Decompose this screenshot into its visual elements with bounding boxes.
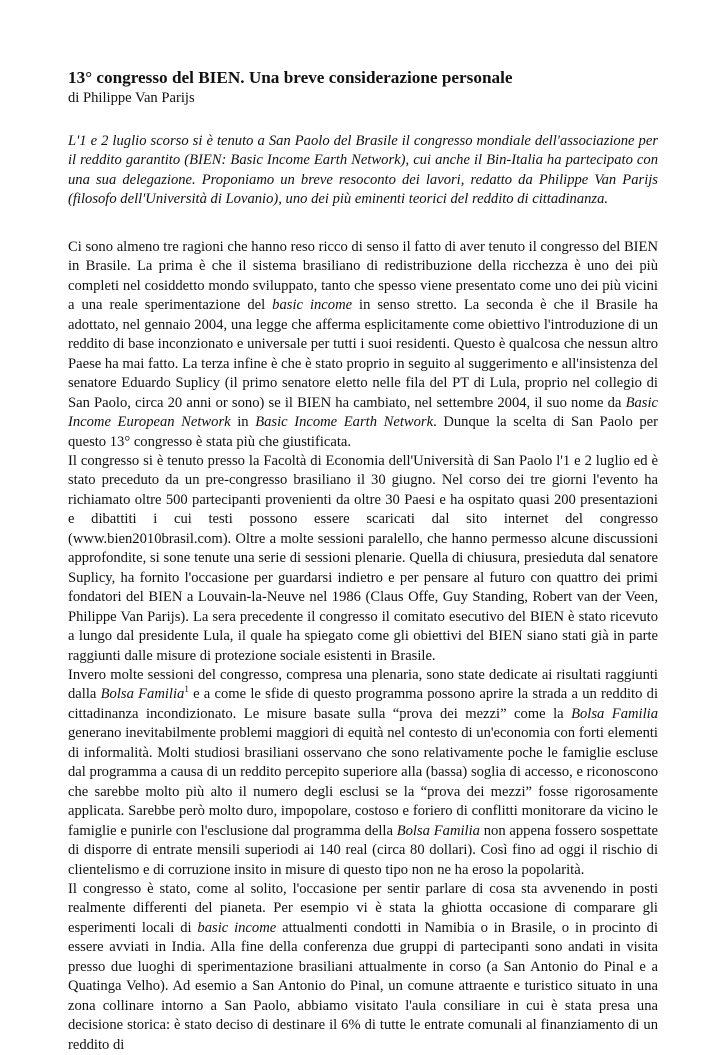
- text-run: in: [230, 414, 256, 431]
- italic-term: basic income: [197, 919, 277, 936]
- italic-term: Bolsa Familia: [100, 686, 185, 703]
- italic-term: basic income: [272, 297, 353, 314]
- italic-term: Bolsa Familia: [571, 705, 658, 722]
- text-run: generano inevitabilmente problemi maggiori di equità nel contesto di un'economia con forti elementi di informalità. Molti studiosi brasiliani osservano che sono relativamente poche le famiglie escluse dal programma a causa di un reddito percepito superiore alla (bassa) soglia di accesso, e riconoscono che sarebbe molto più alto il numero degli esclusi se la “prova dei mezzi” fosse rigorosamente applicata. Sarebbe però molto duro, impopolare, costoso e foriero di conflitti monitorare da vicino le famiglie e punirle con l'esclusione dal programma della: [68, 725, 658, 839]
- article-author: di Philippe Van Parijs: [68, 90, 195, 106]
- paragraph-2: Il congresso si è tenuto presso la Facoltà di Economia dell'Università di San Paolo l'1 e 2 luglio ed è stato preceduto da un pre-congresso brasiliano il 30 giugno. Nel corso dei tre giorni l'evento ha richiamato oltre 500 partecipanti provenienti da oltre 30 Paesi e ha ospitato quasi 200 presentazioni e dibattiti i cui testi possono essere scaricati dal sito internet del congresso (www.bien2010brasil.com). Oltre a molte sessioni paralello, che hanno permesso alcune discussioni approfondite, si sone tenute una serie di sessioni plenarie. Quella di chiusura, presieduta dal senatore Suplicy, ha fornito l'occasione per guardarsi indietro e per pensare al futuro con quattro dei primi fondatori del BIEN a Louvain-la-Neuve nel 1986 (Claus Offe, Guy Standing, Robert van der Veen, Philippe Van Parijs). La sera precedente il congresso il comitato esecutivo del BIEN è stato ricevuto a lungo dal presidente Lula, il quale ha spiegato come gli obiettivi del BIEN siano stati già in parte raggiunti dalle misure di protezione sociale esistenti in Brasile.: [68, 452, 658, 664]
- text-run: attualmenti condotti in Namibia o in Brasile, o in procinto di essere avviati in India. Alla fine della conferenza due gruppi di partecipanti sono andati in visita presso due luoghi di sperimentazione brasiliani attualmente in corso (a San Antonio do Pinal e a Quatinga Velho). Ad esemio a San Antonio do Pinal, un comune attraente e turistico situato in una zona collinare intorno a San Paolo, abbiamo visitato l'aula consiliare in cui è stata presa una decisione storica: è stato deciso di destinare il 6% di tutte le entrate comunali al finanziamento di un reddito di: [68, 919, 658, 1053]
- paragraph-1: [68, 238, 658, 452]
- italic-term: Bolsa Familia: [396, 822, 480, 839]
- text-run: Ci sono almeno tre ragioni che hanno reso ricco di senso il fatto di aver tenuto il congresso del BIEN in Brasile. La prima è che il sistema brasiliano di redistribuzione della ricchezza è uno dei più completi nel cosiddetto mondo sviluppato, tanto che spesso viene presentato come uno dei più vicini a una reale sperimentazione del: [68, 239, 658, 314]
- text-run: Invero molte sessioni del congresso, compresa una plenaria, sono state dedicate ai risultati raggiunti dalla: [68, 666, 658, 703]
- footnote-marker: 1: [184, 684, 189, 695]
- text-run: in senso stretto. La seconda è che il Brasile ha adottato, nel gennaio 2004, una legge che afferma esplicitamente come obiettivo l'introduzione di un reddito di base inconzionato e universale per tutti i suoi residenti. Questo è qualcosa che nessun altro Paese ha mai fatto. La terza infine è che è stato proprio in seguito al suggerimento e all'insistenza del senatore Eduardo Suplicy (il primo senatore eletto nelle fila del PT di Lula, proprio nel collegio di San Paolo, circa 20 anni or sono) se il BIEN ha cambiato, nel settembre 2004, il suo nome da: [68, 297, 658, 411]
- text-run: Il congresso è stato, come al solito, l'occasione per sentir parlare di cosa sta avvenendo in posti realmente differenti del pianeta. Per esempio vi è stata la ghiotta occasione di comparare gli esperimenti locali di: [68, 880, 658, 936]
- article-lead: L'1 e 2 luglio scorso si è tenuto a San Paolo del Brasile il congresso mondiale dell'associazione per il reddito garantito (BIEN: Basic Income Earth Network), cui anche il Bin-Italia ha partecipato con una sua delegazione. Proponiamo un breve resoconto dei lavori, redatto da Philippe Van Parijs (filosofo dell'Università di Lovanio), uno dei più eminenti teorici del reddito di cittadinanza.: [68, 133, 658, 208]
- italic-term: Basic Income European Network: [68, 394, 658, 431]
- paragraph-3: [68, 666, 658, 880]
- text-run: e a come le sfide di questo programma possono aprire la strada a un reddito di cittadinanza incondizionato. Le misure basate sulla “prova dei mezzi” come la: [68, 686, 658, 722]
- article-body: [68, 238, 658, 1055]
- text-run: non appena fossero sospettate di disporre di entrate mensili superiodi ai 140 real (circa 80 dollari). Così fino ad oggi il rischio di clientelismo e di corruzione insito in misure di questo tipo non ne ha eroso la popolarità.: [68, 822, 658, 878]
- paragraph-4: [68, 880, 658, 1055]
- article-title: 13° congresso del BIEN. Una breve considerazione personale: [68, 68, 513, 87]
- text-run: . Dunque la scelta di San Paolo per questo 13° congresso è stata più che giustificata.: [68, 414, 658, 450]
- italic-term: Basic Income Earth Network: [255, 414, 434, 431]
